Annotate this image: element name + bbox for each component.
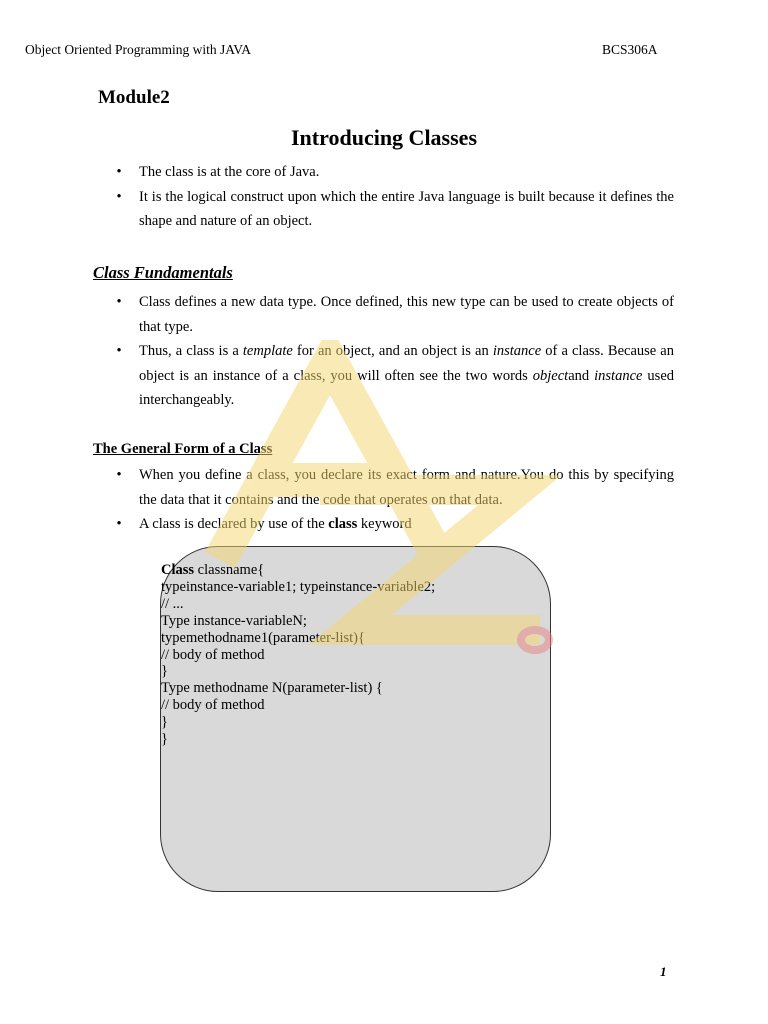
fundamentals-bullet-list xyxy=(113,290,674,413)
code-line: Type instance-variableN; xyxy=(161,612,307,629)
code-line: // body of method xyxy=(161,646,265,663)
code-line: typeinstance-variable1; typeinstance-variable2; xyxy=(161,578,436,595)
general-form-bullet-list xyxy=(113,463,674,537)
bullet-text: Thus, a class is a template for an object, and an object is an instance of a class. Because an object is an instance of a class, you will often see the two words objectand instance used interchangeably. xyxy=(139,343,675,408)
bold-keyword: class xyxy=(328,516,358,532)
code-line: } xyxy=(161,731,168,748)
code-line: Type methodname N(parameter-list) { xyxy=(161,680,383,697)
header-course-code: BCS306A xyxy=(602,42,658,57)
code-keyword: Class xyxy=(161,562,195,578)
code-line: typemethodname1(parameter-list){ xyxy=(161,629,365,646)
section-heading-general-form: The General Form of a Class xyxy=(93,441,273,457)
page-title: Introducing Classes xyxy=(290,125,478,150)
list-item xyxy=(113,463,674,512)
bullet-icon: • xyxy=(116,294,122,310)
list-item xyxy=(113,290,674,339)
code-line: // body of method xyxy=(161,697,265,714)
bullet-icon: • xyxy=(116,467,122,483)
bullet-text: Class defines a new data type. Once defined, this new type can be used to create objects of that type. xyxy=(139,294,674,335)
italic-instance: instance xyxy=(492,343,542,359)
module-label: Module2 xyxy=(98,87,170,108)
code-line: Class classname{ xyxy=(161,562,265,578)
page-number: 1 xyxy=(660,964,667,979)
code-line: } xyxy=(161,663,168,680)
list-item xyxy=(113,512,674,537)
list-item xyxy=(113,339,674,413)
bullet-text: When you define a class, you declare its exact form and nature.You do this by specifying the data that it contains and the code that operates on that data. xyxy=(139,467,674,508)
bullet-icon: • xyxy=(116,516,122,532)
bullet-text: A class is declared by use of the class keyword xyxy=(139,516,412,532)
italic-instance: instance xyxy=(594,367,643,384)
italic-object: object xyxy=(532,367,569,384)
section-heading-class-fundamentals: Class Fundamentals xyxy=(93,263,233,282)
code-line: // ... xyxy=(161,595,184,612)
bullet-text: It is the logical construct upon which the entire Java language is built because it defines the shape and nature of an object. xyxy=(139,188,674,229)
header-course-title: Object Oriented Programming with JAVA xyxy=(25,42,251,57)
intro-bullet-list xyxy=(113,160,674,234)
bullet-text: The class is at the core of Java. xyxy=(139,164,320,180)
list-item xyxy=(113,185,674,234)
italic-template: template xyxy=(242,343,293,359)
code-line: } xyxy=(161,714,168,731)
list-item xyxy=(113,160,674,185)
bullet-icon: • xyxy=(116,343,122,359)
bullet-icon: • xyxy=(116,188,122,205)
bullet-icon: • xyxy=(116,164,122,180)
code-block xyxy=(161,562,435,748)
